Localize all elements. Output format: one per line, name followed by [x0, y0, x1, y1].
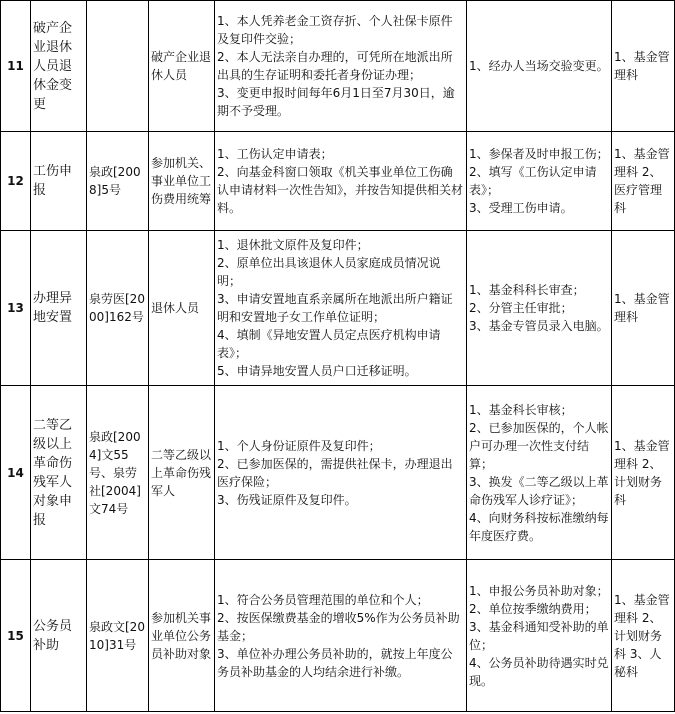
process-step: 3、受理工伤申请。 — [469, 201, 573, 215]
department: 1、基金管理科 — [612, 1, 675, 132]
table-row — [1, 231, 675, 386]
material-item: 2、原单位出具该退休人员家庭成员情况说明； — [217, 256, 441, 288]
material-item: 3、伤残证原件及复印件。 — [217, 492, 357, 507]
process-step: 1、参保者及时申报工伤； — [469, 147, 609, 161]
item-name: 工伤申报 — [31, 132, 87, 231]
row-number: 11 — [1, 1, 31, 132]
process-step: 2、已参加医保的，个人帐户可办理一次性支付结算； — [469, 420, 609, 471]
department: 1、基金管理科 2、计划财务科 3、人秘科 — [612, 560, 675, 712]
policy-basis — [87, 1, 149, 132]
target-group: 退休人员 — [149, 231, 215, 386]
policy-basis: 泉劳医[2000]162号 — [87, 231, 149, 386]
required-materials — [215, 231, 467, 386]
policy-basis: 泉政文[2010]31号 — [87, 560, 149, 712]
item-name: 公务员补助 — [31, 560, 87, 712]
required-materials — [215, 560, 467, 712]
row-number: 14 — [1, 386, 31, 560]
target-group: 破产企业退休人员 — [149, 1, 215, 132]
process-step: 2、填写《工伤认定申请表》； — [469, 165, 597, 197]
material-item: 1、退休批文原件及复印件； — [217, 238, 369, 252]
table-row — [1, 132, 675, 231]
table-row — [1, 560, 675, 712]
required-materials — [215, 386, 467, 560]
policy-basis: 泉政[2008]5号 — [87, 132, 149, 231]
process-step: 1、基金科长审核； — [469, 402, 573, 417]
material-item: 3、变更申报时间每年6月1日至7月30日，逾期不予受理。 — [217, 86, 455, 118]
process-step: 1、经办人当场交验变更。 — [469, 59, 609, 73]
material-item: 2、按医保缴费基金的增收5%作为公务员补助基金； — [217, 610, 460, 643]
item-name: 二等乙级以上革命伤残军人对象申报 — [31, 386, 87, 560]
target-group: 参加机关事业单位公务员补助对象 — [149, 560, 215, 712]
material-item: 1、本人凭养老金工资存折、个人社保卡原件及复印件交验； — [217, 14, 453, 46]
process-steps — [467, 231, 612, 386]
item-name: 破产企业退休人员退休金变更 — [31, 1, 87, 132]
material-item: 3、申请安置地直系亲属所在地派出所户籍证明和安置地子女工作单位证明； — [217, 292, 453, 324]
row-number: 12 — [1, 132, 31, 231]
process-steps — [467, 560, 612, 712]
target-group: 二等乙级以上革命伤残军人 — [149, 386, 215, 560]
process-step: 3、基金专管员录入电脑。 — [469, 319, 609, 333]
row-number: 13 — [1, 231, 31, 386]
process-steps — [467, 1, 612, 132]
process-step: 1、基金科科长审查； — [469, 283, 585, 297]
process-steps — [467, 386, 612, 560]
table-row — [1, 386, 675, 560]
process-step: 1、申报公务员补助对象； — [469, 583, 609, 598]
process-steps — [467, 132, 612, 231]
row-number: 15 — [1, 560, 31, 712]
material-item: 1、符合公务员管理范围的单位和个人； — [217, 592, 429, 607]
material-item: 1、个人身份证原件及复印件； — [217, 438, 381, 453]
required-materials — [215, 1, 467, 132]
material-item: 4、填制《异地安置人员定点医疗机构申请表》； — [217, 328, 441, 360]
policy-basis: 泉政[2004]文55号、泉劳社[2004]文74号 — [87, 386, 149, 560]
material-item: 5、申请异地安置人员户口迁移证明。 — [217, 364, 417, 378]
table-row — [1, 1, 675, 132]
material-item: 2、本人无法亲自办理的，可凭所在地派出所出具的生存证明和委托者身份证办理； — [217, 50, 453, 82]
process-step: 3、换发《二等乙级以上革命伤残军人诊疗证》； — [469, 474, 609, 507]
material-item: 2、已参加医保的，需提供社保卡，办理退出医疗保险； — [217, 456, 453, 489]
process-step: 4、公务员补助待遇实时兑现。 — [469, 655, 609, 688]
material-item: 3、单位补办理公务员补助的，就按上年度公务员补助基金的人均结余进行补缴。 — [217, 646, 453, 679]
item-name: 办理异地安置 — [31, 231, 87, 386]
material-item: 1、工伤认定申请表； — [217, 147, 333, 161]
process-step: 4、向财务科按标准缴纳每年度医疗费。 — [469, 510, 609, 543]
process-step: 3、基金科通知受补助的单位； — [469, 619, 609, 652]
department: 1、基金管理科 2、计划财务科 — [612, 386, 675, 560]
process-step: 2、单位按季缴纳费用； — [469, 601, 597, 616]
department: 1、基金管理科 2、医疗管理科 — [612, 132, 675, 231]
department: 1、基金管理科 — [612, 231, 675, 386]
target-group: 参加机关、事业单位工伤费用统筹 — [149, 132, 215, 231]
process-step: 2、分管主任审批； — [469, 301, 573, 315]
required-materials — [215, 132, 467, 231]
material-item: 2、向基金科窗口领取《机关事业单位工伤确认申请材料一次性告知》，并按告知提供相关材料。 — [217, 165, 464, 215]
